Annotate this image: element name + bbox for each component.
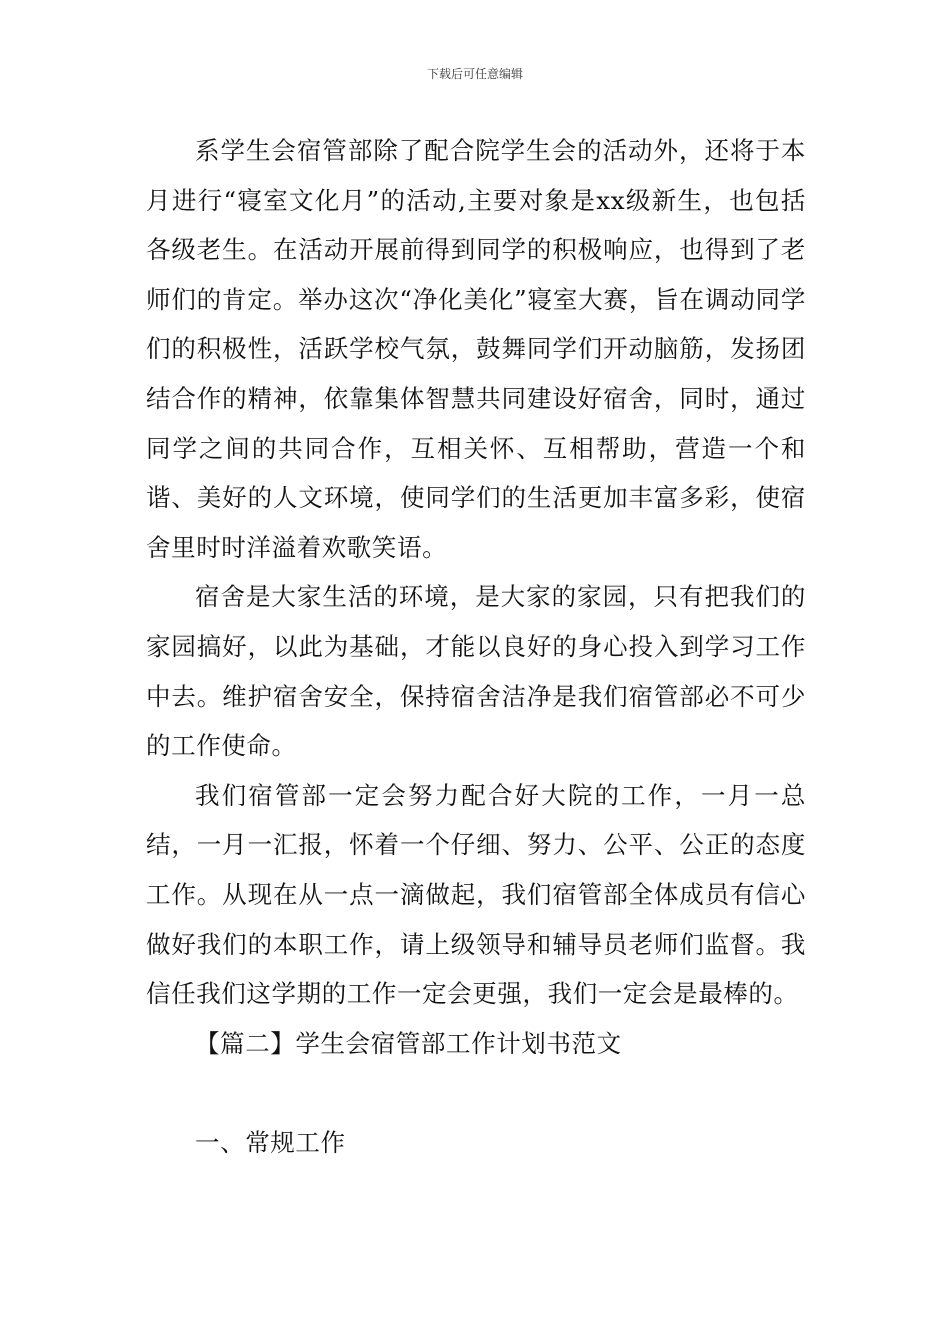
page-header: 下载后可任意编辑 xyxy=(426,67,523,81)
section-title: 【篇二】学生会宿管部工作计划书范文 xyxy=(195,1028,622,1058)
subheading: 一、常规工作 xyxy=(195,1128,346,1158)
paragraph-3: 我们宿管部一定会努力配合好大院的工作，一月一总结，一月一汇报，怀着一个仔细、努力、公平、公正的态度工作。从现在从一点一滴做起，我们宿管部全体成员有信心做好我们的本职工作，请上级领导和辅导员老师们监督。我信任我们这学期的工作一定会更强，我们一定会是最棒的。 xyxy=(146,780,806,1009)
paragraph-1: 系学生会宿管部除了配合院学生会的活动外，还将于本月进行“寝室文化月”的活动,主要对象是xx级新生，也包括各级老生。在活动开展前得到同学的积极响应，也得到了老师们的肯定。举办这次“净化美化”寝室大赛，旨在调动同学们的积极性，活跃学校气氛，鼓舞同学们开动脑筋，发扬团结合作的精神，依靠集体智慧共同建设好宿舍，同时，通过同学之间的共同合作，互相关怀、互相帮助，营造一个和谐、美好的人文环境，使同学们的生活更加丰富多彩，使宿舍里时时洋溢着欢歌笑语。 xyxy=(146,136,806,562)
paragraph-2: 宿舍是大家生活的环境，是大家的家园，只有把我们的家园搞好，以此为基础，才能以良好的身心投入到学习工作中去。维护宿舍安全，保持宿舍洁净是我们宿管部必不可少的工作使命。 xyxy=(146,582,806,761)
document-body xyxy=(146,126,806,1168)
